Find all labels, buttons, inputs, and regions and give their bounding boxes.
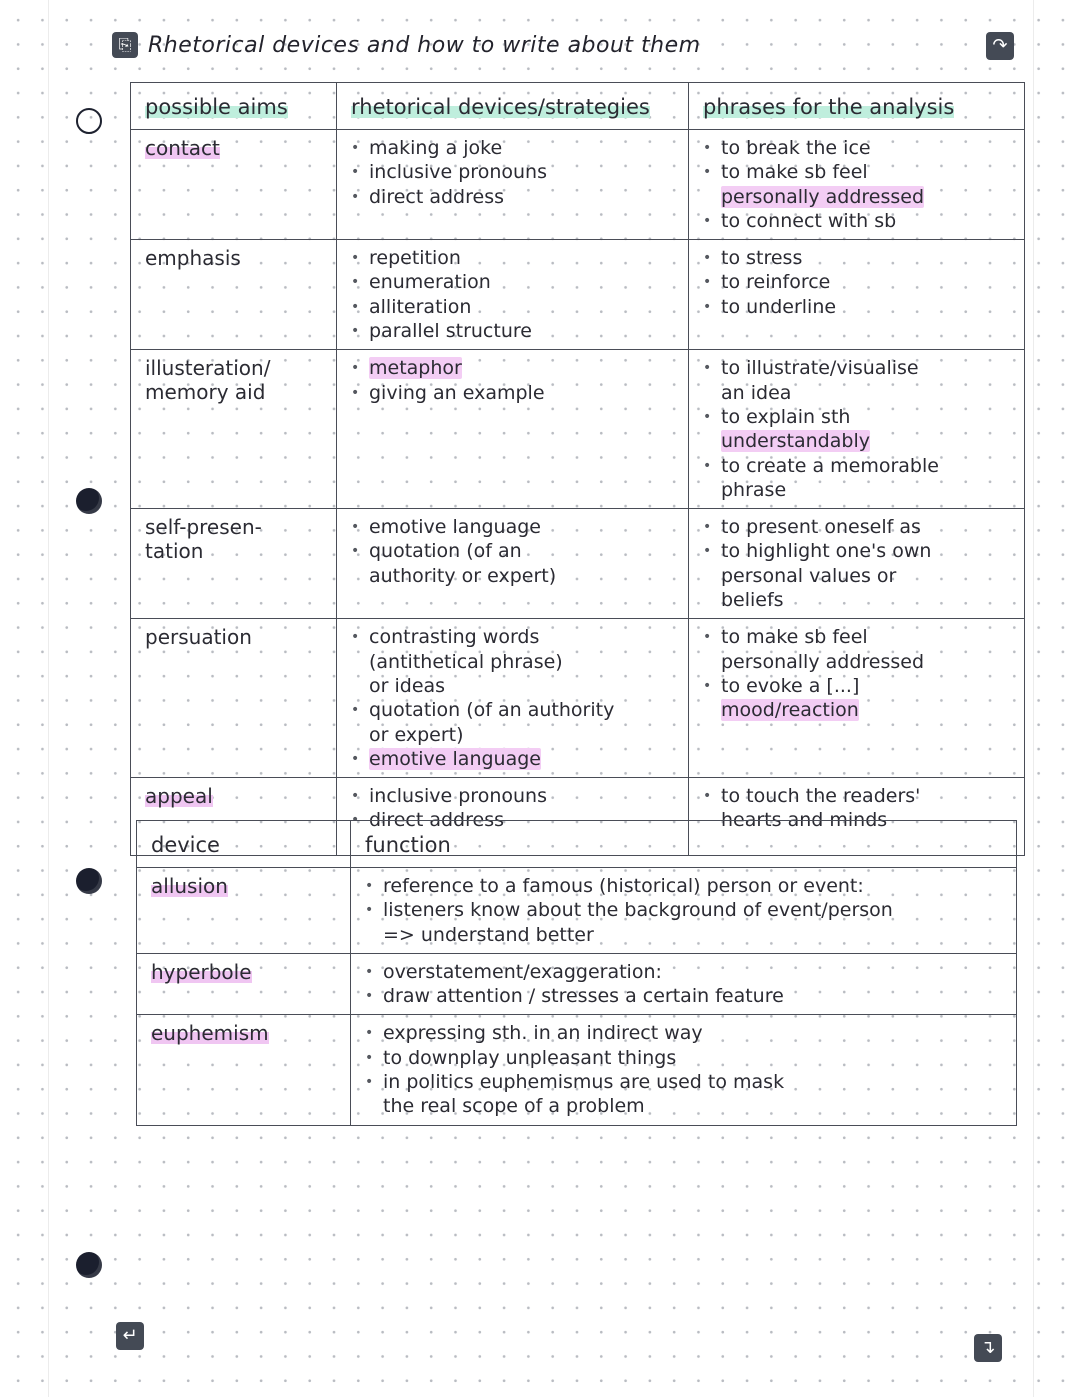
list-item: • giving an example [351, 381, 674, 405]
device-function-table [136, 820, 1017, 1126]
list-item: • to present oneself as [703, 515, 1010, 539]
list-item: • expressing sth. in an indirect way [365, 1021, 1002, 1045]
devices-cell [337, 240, 689, 350]
binder-hole [76, 1252, 102, 1278]
header-rhetorical-devices: rhetorical devices/strategies [337, 83, 689, 130]
device-cell: hyperbole [137, 953, 351, 1015]
aim-cell: illusteration/ memory aid [131, 350, 337, 509]
function-cell [351, 868, 1017, 954]
list-item: • emotive language [351, 515, 674, 539]
phrases-cell [689, 130, 1025, 240]
aim-cell: emphasis [131, 240, 337, 350]
list-item: • enumeration [351, 270, 674, 294]
list-item: phrase [721, 478, 787, 501]
list-item: the real scope of a problem [383, 1095, 645, 1118]
list-item: • to create a memorable [703, 454, 1010, 478]
list-item: • in politics euphemismus are used to mask [365, 1070, 1002, 1094]
list-item: • inclusive pronouns [351, 160, 674, 184]
aim-cell: persuation [131, 619, 337, 778]
list-item: • to explain sth [703, 405, 1010, 429]
list-item: • reference to a famous (historical) person or event: [365, 874, 1002, 898]
table-row [131, 350, 1025, 509]
list-item: personally addressed [721, 650, 925, 673]
list-item: personally addressed [721, 185, 925, 208]
table-header-row [131, 83, 1025, 130]
table-row [137, 868, 1017, 954]
list-item: • repetition [351, 246, 674, 270]
devices-cell [337, 619, 689, 778]
phrases-cell [689, 350, 1025, 509]
page-title: Rhetorical devices and how to write about them [148, 32, 701, 58]
list-item: • to illustrate/visualise [703, 356, 1010, 380]
table-row [137, 953, 1017, 1015]
list-item: • listeners know about the background of event/person [365, 898, 1002, 922]
list-item: • inclusive pronouns [351, 784, 674, 808]
list-item: • contrasting words [351, 625, 674, 649]
header-phrases: phrases for the analysis [689, 83, 1025, 130]
list-item: or ideas [369, 674, 446, 697]
list-item: or expert) [369, 723, 464, 746]
table-row [131, 130, 1025, 240]
table-row [137, 1015, 1017, 1125]
list-item: • to reinforce [703, 270, 1010, 294]
phrases-cell [689, 240, 1025, 350]
phrases-cell [689, 619, 1025, 778]
list-item: • overstatement/exaggeration: [365, 960, 1002, 984]
binder-hole [76, 108, 102, 134]
list-item: • draw attention / stresses a certain feature [365, 984, 1002, 1008]
list-item: • to underline [703, 295, 1010, 319]
list-item: • to touch the readers' [703, 784, 1010, 808]
aim-cell: contact [131, 130, 337, 240]
header-function: function [351, 821, 1017, 868]
bookmark-icon: ⎘ [112, 32, 138, 58]
list-item: • emotive language [351, 747, 674, 771]
devices-cell [337, 509, 689, 619]
list-item: • to make sb feel [703, 625, 1010, 649]
function-cell [351, 953, 1017, 1015]
list-item: (antithetical phrase) [369, 650, 563, 673]
list-item: • parallel structure [351, 319, 674, 343]
list-item: • quotation (of an authority [351, 698, 674, 722]
page-corner-icon: ↷ [986, 32, 1014, 60]
table-row [131, 240, 1025, 350]
list-item: • direct address [351, 185, 674, 209]
header-device: device [137, 821, 351, 868]
list-item: • direct address [351, 808, 674, 832]
table-row [131, 509, 1025, 619]
list-item: • to stress [703, 246, 1010, 270]
device-cell: allusion [137, 868, 351, 954]
binder-hole [76, 488, 102, 514]
aim-cell: self-presen- tation [131, 509, 337, 619]
list-item: • to break the ice [703, 136, 1010, 160]
devices-cell [337, 350, 689, 509]
table-row [131, 619, 1025, 778]
phrases-cell [689, 509, 1025, 619]
list-item: mood/reaction [721, 699, 859, 722]
device-cell: euphemism [137, 1015, 351, 1125]
list-item: personal values or [721, 564, 897, 587]
list-item: hearts and minds [721, 809, 888, 832]
devices-cell [337, 130, 689, 240]
list-item: an idea [721, 381, 792, 404]
page-corner-icon: ↴ [974, 1334, 1002, 1362]
aims-devices-table [130, 82, 1025, 856]
list-item: • to evoke a [...] [703, 674, 1010, 698]
page-title-row [112, 32, 701, 58]
aim-cell: appeal [131, 778, 337, 856]
list-item: • to downplay unpleasant things [365, 1046, 1002, 1070]
header-possible-aims: possible aims [131, 83, 337, 130]
table-header-row [137, 821, 1017, 868]
list-item: • metaphor [351, 356, 674, 380]
list-item: • to make sb feel [703, 160, 1010, 184]
list-item: • to highlight one's own [703, 539, 1010, 563]
list-item: • alliteration [351, 295, 674, 319]
list-item: • making a joke [351, 136, 674, 160]
page-corner-icon: ↵ [116, 1322, 144, 1350]
binder-hole [76, 868, 102, 894]
list-item: understandably [721, 430, 870, 453]
list-item: • to connect with sb [703, 209, 1010, 233]
list-item: => understand better [383, 923, 594, 946]
function-cell [351, 1015, 1017, 1125]
list-item: beliefs [721, 589, 784, 612]
list-item: authority or expert) [369, 564, 557, 587]
list-item: • quotation (of an [351, 539, 674, 563]
